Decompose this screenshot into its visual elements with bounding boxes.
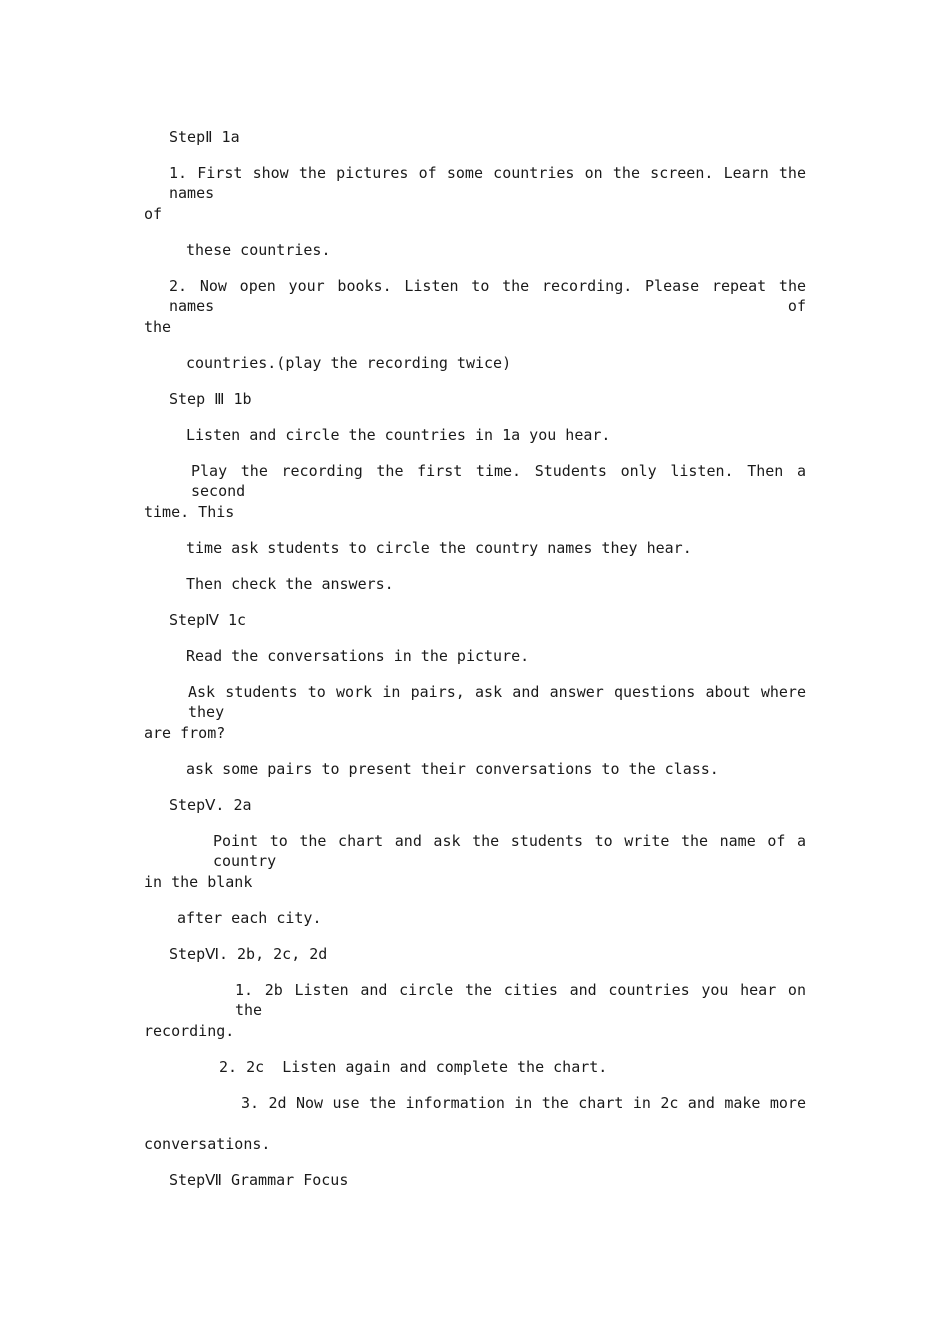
step-3-instruction: Listen and circle the countries in 1a you hear. <box>186 426 611 444</box>
step-6-item-1-wrap: recording. <box>144 1022 235 1040</box>
step-5-paragraph-cont: after each city. <box>177 909 322 927</box>
step-2-item-2-cont: countries.(play the recording twice) <box>186 354 512 372</box>
step-3-paragraph: Play the recording the first time. Students only listen. Then a second <box>191 462 806 500</box>
step-2-item-1-cont: these countries. <box>186 241 331 259</box>
step-6-item-2: 2. 2c Listen again and complete the chart. <box>219 1058 608 1076</box>
step-7-heading: StepⅦ Grammar Focus <box>169 1171 349 1189</box>
step-3-check: Then check the answers. <box>186 575 394 593</box>
step-2-item-1: 1. First show the pictures of some countries on the screen. Learn the names <box>169 164 806 202</box>
step-2-heading: StepⅡ 1a <box>169 128 240 146</box>
step-6-item-3: 3. 2d Now use the information in the chart in 2c and make more <box>241 1094 806 1112</box>
step-6-item-3-wrap: conversations. <box>144 1135 271 1153</box>
step-4-heading: StepⅣ 1c <box>169 611 247 629</box>
step-4-instruction: Read the conversations in the picture. <box>186 647 530 665</box>
step-4-paragraph-wrap: are from? <box>144 724 226 742</box>
step-2-item-2: 2. Now open your books. Listen to the recording. Please repeat the names of <box>169 277 806 315</box>
step-4-present: ask some pairs to present their conversations to the class. <box>186 760 719 778</box>
step-3-paragraph-wrap: time. This <box>144 503 235 521</box>
step-6-heading: StepⅥ. 2b, 2c, 2d <box>169 945 328 963</box>
step-5-paragraph-wrap: in the blank <box>144 873 253 891</box>
step-2-item-1-wrap: of <box>144 205 163 223</box>
step-5-paragraph: Point to the chart and ask the students to write the name of a country <box>213 832 806 870</box>
step-3-paragraph-cont: time ask students to circle the country names they hear. <box>186 539 692 557</box>
step-2-item-2-wrap: the <box>144 318 172 336</box>
step-6-item-1: 1. 2b Listen and circle the cities and countries you hear on the <box>235 981 806 1019</box>
step-4-paragraph: Ask students to work in pairs, ask and answer questions about where they <box>188 683 806 721</box>
step-3-heading: Step Ⅲ 1b <box>169 390 252 408</box>
step-5-heading: StepⅤ. 2a <box>169 796 252 814</box>
